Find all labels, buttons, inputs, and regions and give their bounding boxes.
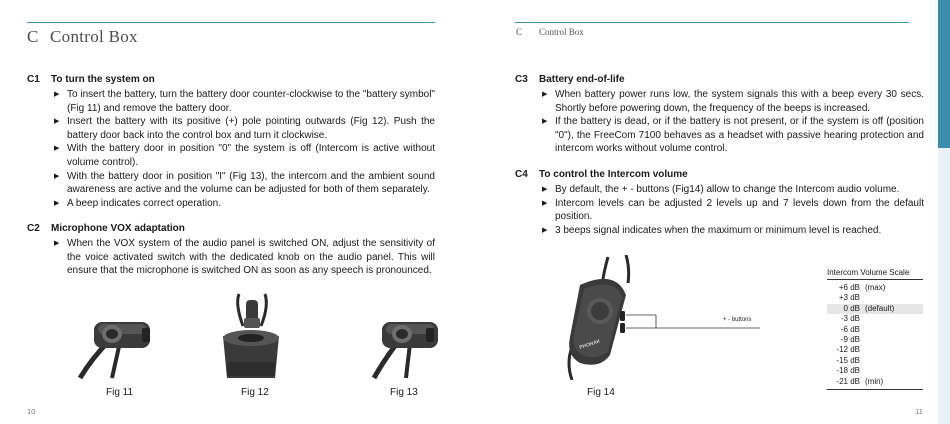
volume-row: -18 dB: [836, 366, 860, 376]
triangle-right-icon: ▶: [54, 240, 60, 247]
page-number: 10: [27, 407, 36, 416]
section-title: Microphone VOX adaptation: [51, 223, 185, 234]
volume-row: -9 dB: [840, 334, 860, 344]
section-c2: [27, 222, 435, 278]
section-title: Battery end-of-life: [539, 74, 625, 85]
bullet-list: [515, 88, 924, 156]
fig12-caption: Fig 12: [241, 387, 269, 398]
list-item: ▶ When battery power runs low, the system signals this with a beep every 30 secs. Shortly before powering down, the frequency of the beeps is increased.: [542, 89, 924, 114]
volume-row: +3 dB: [838, 293, 860, 303]
device-brand: PHONAK: [578, 338, 602, 351]
chapter-letter: C: [516, 27, 523, 37]
section-number: C3: [515, 74, 528, 85]
list-item: ▶ When the VOX system of the audio panel is switched ON, adjust the sensitivity of the voice activated switch with the dedicated knob on the audio panel. This will ensure that the microphone is switched ON as soon as any speech is pronounced.: [54, 238, 435, 277]
volume-row: -3 dB: [840, 314, 860, 324]
running-header: [516, 27, 584, 37]
triangle-right-icon: ▶: [54, 145, 60, 153]
section-heading: [515, 73, 924, 87]
bullet-list: [27, 88, 435, 210]
chapter-rule: [27, 22, 435, 23]
section-heading: [27, 73, 435, 87]
volume-row: +6 dB (max): [838, 283, 886, 292]
fig13-caption: Fig 13: [390, 387, 418, 398]
volume-row: -15 dB: [836, 355, 860, 365]
volume-scale-rows: [827, 283, 923, 387]
triangle-right-icon: ▶: [542, 226, 548, 234]
list-item: ▶ With the battery door in position "I" (Fig 13), the intercom and the ambient sound awareness are active and the volume can be adjusted for both of them separately.: [54, 170, 435, 196]
chapter-letter: C: [27, 27, 39, 46]
triangle-right-icon: ▶: [542, 91, 548, 98]
page-number: 11: [915, 407, 923, 416]
bullet-list: [515, 183, 924, 237]
section-c1: [27, 73, 435, 210]
section-c4: [515, 168, 924, 237]
chapter-rule: [515, 22, 909, 23]
volume-row: 0 dB (default): [827, 304, 923, 314]
list-item: ▶ A beep indicates correct operation.: [54, 197, 221, 209]
volume-scale-table: [827, 268, 923, 390]
list-item: ▶ With the battery door in position "0" the system is off (Intercom is active without volume control).: [54, 143, 435, 168]
chapter-title: [27, 27, 138, 47]
triangle-right-icon: ▶: [54, 199, 60, 207]
list-item: ▶ Insert the battery with its positive (+) pole pointing outwards (Fig 12). Push the battery door back into the control box and turn it clockwise.: [54, 116, 435, 141]
chapter-name: Control Box: [539, 27, 584, 37]
list-item: ▶ 3 beeps signal indicates when the maximum or minimum level is reached.: [542, 224, 882, 236]
triangle-right-icon: ▶: [542, 199, 548, 207]
triangle-right-icon: ▶: [542, 186, 548, 193]
list-item: ▶ If the battery is dead, or if the battery is not present, or if the system is off (position "0"), the FreeCom 7100 behaves as a headset with passive hearing protection and intercom works without volume control.: [542, 116, 924, 155]
list-item: ▶ To insert the battery, turn the battery door counter-clockwise to the "battery symbol" (Fig 11) and remove the battery door.: [54, 89, 435, 114]
fig13-image: [368, 310, 458, 380]
volume-scale-title: Intercom Volume Scale: [827, 268, 923, 280]
section-c3: [515, 73, 924, 156]
list-item: ▶ By default, the + - buttons (Fig14) allow to change the Intercom audio volume.: [542, 184, 900, 195]
section-number: C2: [27, 223, 40, 234]
volume-scale-bottom-rule: [827, 389, 923, 390]
section-title: To turn the system on: [51, 74, 155, 85]
triangle-right-icon: ▶: [54, 172, 60, 180]
list-item: ▶ Intercom levels can be adjusted 2 levels up and 7 levels down from the default position.: [542, 197, 924, 223]
chapter-tab-strip: [938, 0, 950, 424]
volume-row: -12 dB: [836, 345, 860, 355]
section-heading: [27, 222, 435, 236]
chapter-tab-active: [938, 0, 950, 148]
volume-row: -6 dB: [840, 324, 860, 334]
fig11-caption: Fig 11: [106, 387, 134, 398]
fig12-image: [215, 292, 287, 384]
section-number: C4: [515, 169, 528, 180]
bullet-list: [27, 237, 435, 278]
volume-row: -21 dB (min): [836, 376, 884, 386]
section-number: C1: [27, 74, 40, 85]
fig11-image: [72, 310, 162, 380]
buttons-callout-label: + - buttons: [723, 317, 752, 323]
triangle-right-icon: ▶: [542, 118, 548, 126]
fig14-caption: Fig 14: [587, 387, 615, 398]
triangle-right-icon: ▶: [54, 91, 60, 98]
section-heading: [515, 168, 924, 182]
section-title: To control the Intercom volume: [539, 169, 688, 180]
chapter-name: Control Box: [50, 27, 138, 46]
triangle-right-icon: ▶: [54, 118, 60, 126]
